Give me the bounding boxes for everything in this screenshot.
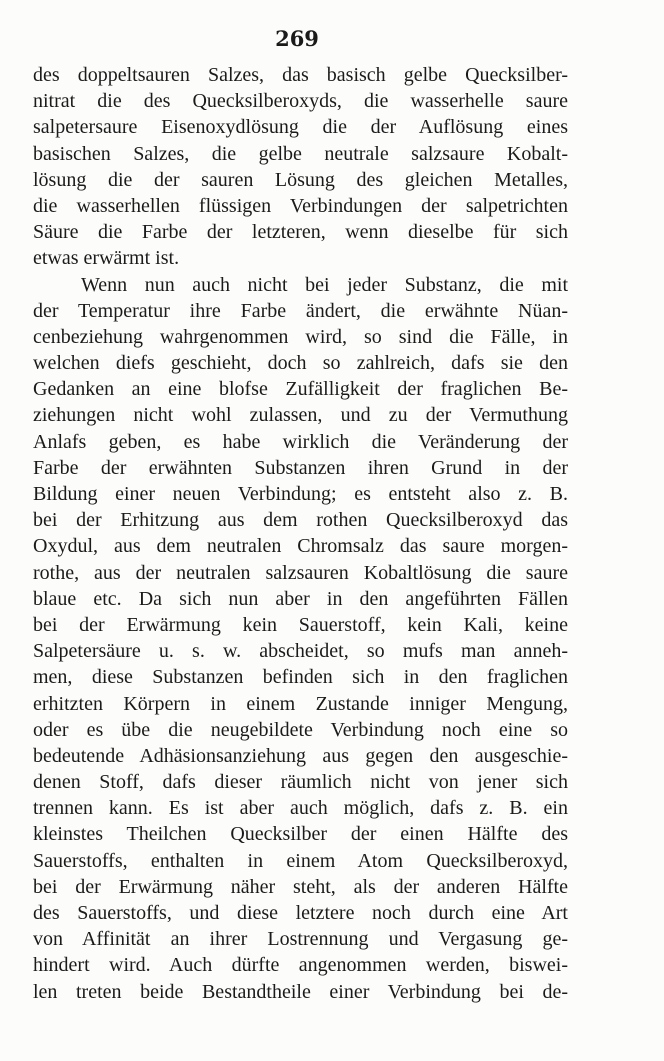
- text-line: Farbe der erwähnten Substanzen ihren Grund in der: [33, 456, 568, 479]
- text-line: basischen Salzes, die gelbe neutrale salzsaure Kobalt-: [33, 142, 568, 165]
- text-line: von Affinität an ihrer Lostrennung und Vergasung ge-: [33, 928, 568, 951]
- text-line: lösung die der sauren Lösung des gleichen Metalles,: [33, 168, 568, 191]
- text-line: rothe, aus der neutralen salzsauren Kobaltlösung die saure: [33, 561, 568, 584]
- text-line: Bildung einer neuen Verbindung; es entsteht also z. B.: [33, 483, 568, 505]
- text-line: blaue etc. Da sich nun aber in den angeführten Fällen: [33, 587, 568, 610]
- text-line: des Sauerstoffs, und diese letztere noch durch eine Art: [33, 902, 568, 924]
- paragraph-end-line: etwas erwärmt ist.: [33, 247, 180, 270]
- text-line: Salpetersäure u. s. w. abscheidet, so mufs man anneh-: [33, 640, 568, 663]
- text-line: ziehungen nicht wohl zulassen, und zu der Vermuthung: [33, 404, 568, 427]
- text-line: erhitzten Körpern in einem Zustande inniger Mengung,: [33, 692, 568, 715]
- text-line: oder es übe die neugebildete Verbindung noch eine so: [33, 718, 568, 741]
- text-line: Oxydul, aus dem neutralen Chromsalz das saure morgen-: [33, 535, 568, 558]
- text-line: der Temperatur ihre Farbe ändert, die erwähnte Nüan-: [33, 299, 568, 322]
- page-number: 269: [275, 26, 319, 51]
- text-line: bei der Erhitzung aus dem rothen Quecksilberoxyd das: [33, 509, 568, 532]
- text-line: bei der Erwärmung näher steht, als der anderen Hälfte: [33, 875, 568, 898]
- text-line: bedeutende Adhäsionsanziehung aus gegen den ausgeschie-: [33, 744, 568, 767]
- paragraph-start-line: Wenn nun auch nicht bei jeder Substanz, die mit: [81, 273, 568, 296]
- text-line: welchen diefs geschieht, doch so zahlreich, dafs sie den: [33, 352, 568, 375]
- text-line: die wasserhellen flüssigen Verbindungen der salpetrichten: [33, 194, 568, 217]
- text-line: len treten beide Bestandtheile einer Verbindung bei de-: [33, 980, 568, 1003]
- text-line: nitrat die des Quecksilberoxyds, die wasserhelle saure: [33, 90, 568, 113]
- text-line: Anlafs geben, es habe wirklich die Veränderung der: [33, 430, 568, 453]
- text-line: trennen kann. Es ist aber auch möglich, dafs z. B. ein: [33, 797, 568, 820]
- text-line: men, diese Substanzen befinden sich in den fraglichen: [33, 666, 568, 689]
- text-line: Sauerstoffs, enthalten in einem Atom Quecksilberoxyd,: [33, 849, 568, 872]
- text-line: des doppeltsauren Salzes, das basisch gelbe Quecksilber-: [33, 64, 568, 86]
- text-line: Säure die Farbe der letzteren, wenn dieselbe für sich: [33, 221, 568, 244]
- text-line: kleinstes Theilchen Quecksilber der einen Hälfte des: [33, 823, 568, 846]
- body-text: [33, 62, 568, 1005]
- text-line: salpetersaure Eisenoxydlösung die der Auflösung eines: [33, 116, 568, 139]
- text-line: Gedanken an eine blofse Zufälligkeit der fraglichen Be-: [33, 378, 568, 401]
- text-line: cenbeziehung wahrgenommen wird, so sind die Fälle, in: [33, 325, 568, 348]
- text-line: denen Stoff, dafs dieser räumlich nicht von jener sich: [33, 771, 568, 794]
- text-line: hindert wird. Auch dürfte angenommen werden, biswei-: [33, 954, 568, 977]
- text-line: bei der Erwärmung kein Sauerstoff, kein Kali, keine: [33, 613, 568, 636]
